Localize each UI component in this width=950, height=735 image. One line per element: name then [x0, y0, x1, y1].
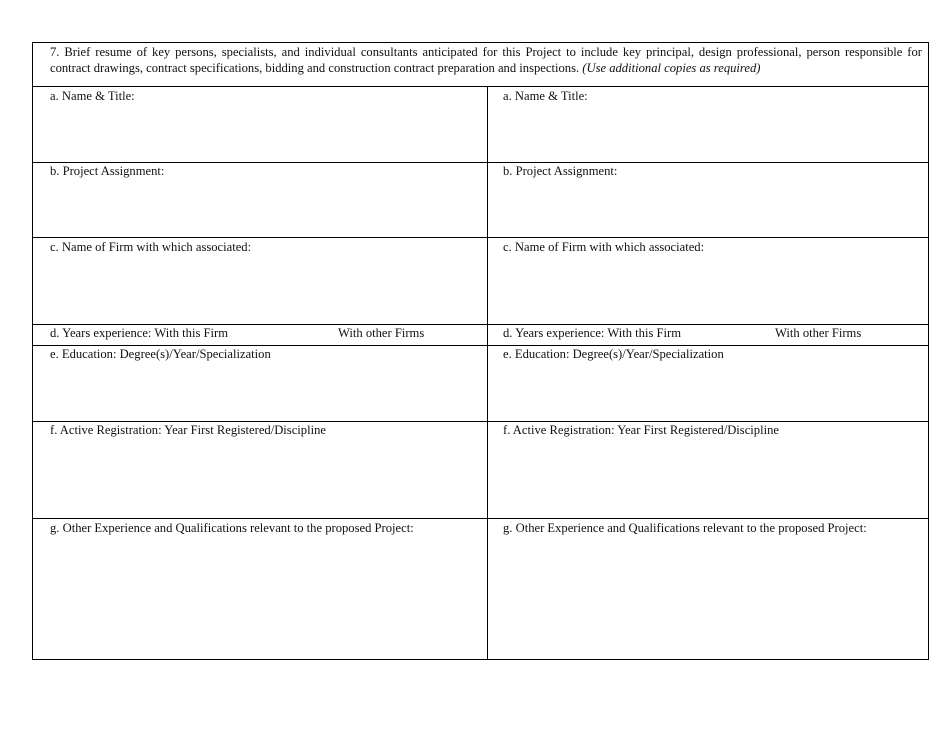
row-divider-d — [33, 345, 928, 346]
row-divider-c — [33, 324, 928, 325]
row-divider-b — [33, 237, 928, 238]
right-education-field[interactable]: e. Education: Degree(s)/Year/Specialization — [503, 347, 724, 361]
form-header — [33, 43, 928, 87]
right-firm-field[interactable]: c. Name of Firm with which associated: — [503, 240, 705, 254]
header-line-2: contract drawings, contract specifications, bidding and construction contract preparation and inspections. — [50, 61, 580, 75]
header-note: (Use additional copies as required) — [582, 61, 761, 75]
left-firm-field[interactable]: c. Name of Firm with which associated: — [50, 240, 252, 254]
header-line-1: 7. Brief resume of key persons, specialists, and individual consultants anticipated for this Project to include key principal, design professional, person responsible for — [50, 45, 922, 59]
row-divider-e — [33, 421, 928, 422]
right-project-assignment-field[interactable]: b. Project Assignment: — [503, 164, 618, 178]
row-divider-f — [33, 518, 928, 519]
right-other-experience-field[interactable]: g. Other Experience and Qualifications relevant to the proposed Project: — [503, 521, 867, 535]
right-registration-field[interactable]: f. Active Registration: Year First Registered/Discipline — [503, 423, 779, 437]
right-years-firm-field[interactable]: d. Years experience: With this Firm — [503, 326, 681, 340]
left-registration-field[interactable]: f. Active Registration: Year First Registered/Discipline — [50, 423, 326, 437]
resume-form — [32, 42, 929, 660]
right-name-title-field[interactable]: a. Name & Title: — [503, 89, 588, 103]
left-project-assignment-field[interactable]: b. Project Assignment: — [50, 164, 165, 178]
left-name-title-field[interactable]: a. Name & Title: — [50, 89, 135, 103]
left-years-firm-field[interactable]: d. Years experience: With this Firm — [50, 326, 228, 340]
row-divider-a — [33, 162, 928, 163]
left-years-other-field[interactable]: With other Firms — [338, 326, 425, 340]
right-years-other-field[interactable]: With other Firms — [775, 326, 862, 340]
left-other-experience-field[interactable]: g. Other Experience and Qualifications relevant to the proposed Project: — [50, 521, 414, 535]
left-education-field[interactable]: e. Education: Degree(s)/Year/Specialization — [50, 347, 271, 361]
column-divider — [487, 87, 488, 660]
